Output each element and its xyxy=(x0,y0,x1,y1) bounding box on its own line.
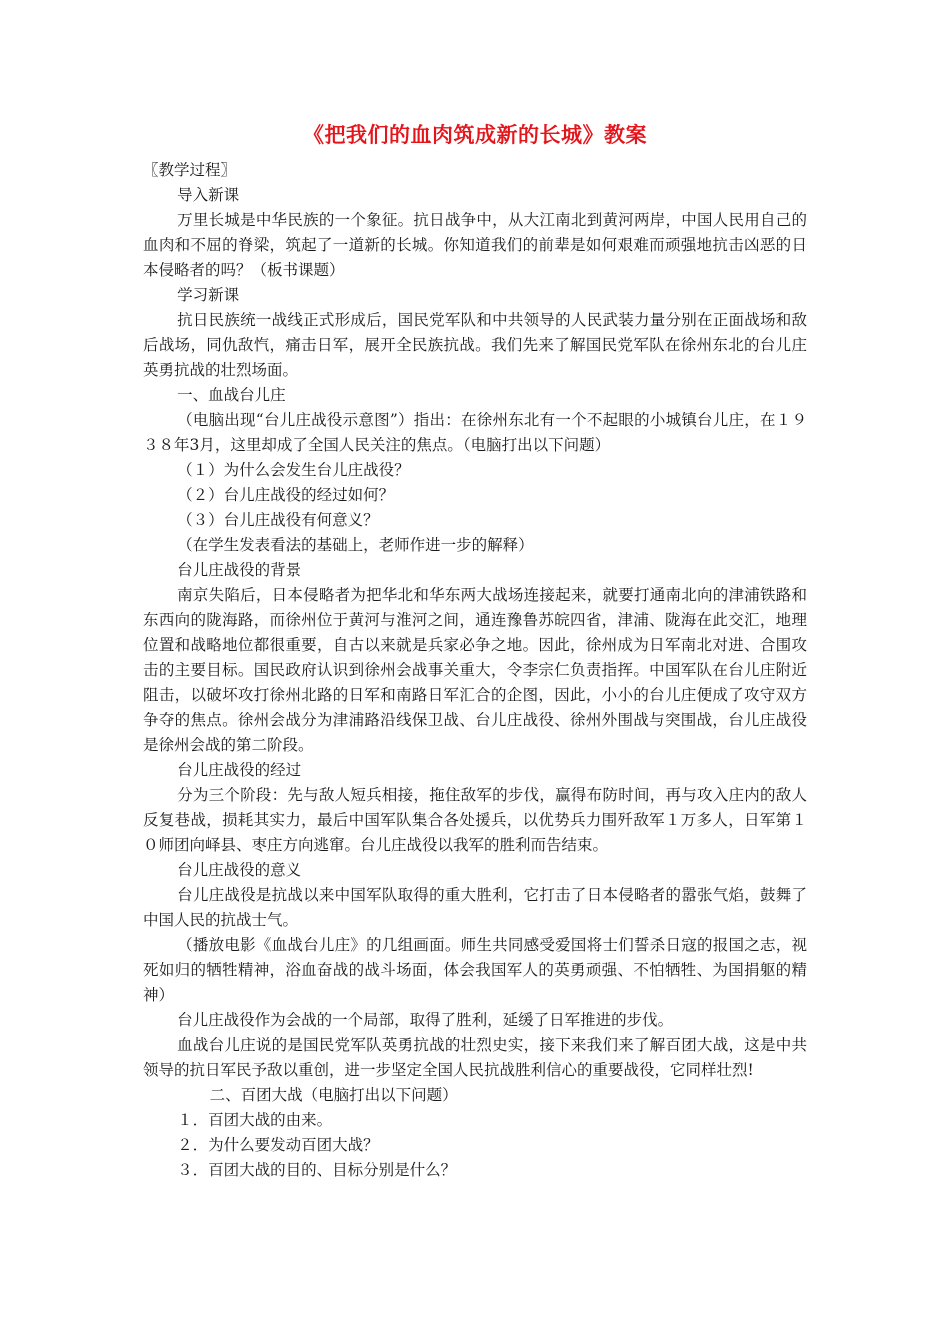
document-page xyxy=(143,118,807,1183)
paragraph: 血战台儿庄说的是国民党军队英勇抗战的壮烈史实，接下来我们来了解百团大战，这是中共领导的抗日军民予敌以重创，进一步坚定全国人民抗战胜利信心的重要战役，它同样壮烈! xyxy=(143,1036,807,1079)
paragraph: （播放电影《血战台儿庄》的几组画面。师生共同感受爱国将士们誓杀日寇的报国之志，视死如归的牺牲精神，浴血奋战的战斗场面，体会我国军人的英勇顽强、不怕牺牲、为国捐躯的精神） xyxy=(143,936,807,1004)
paragraph: （１）为什么会发生台儿庄战役？ xyxy=(177,461,410,479)
paragraph: 二、百团大战（电脑打出以下问题） xyxy=(209,1086,458,1104)
paragraph: 南京失陷后，日本侵略者为把华北和华东两大战场连接起来，就要打通南北向的津浦铁路和东西向的陇海路，而徐州位于黄河与淮河之间，通连豫鲁苏皖四省，津浦、陇海在此交汇，地理位置和战略地位都很重要，自古以来就是兵家必争之地。因此，徐州成为日军南北对进、合围攻击的主要目标。国民政府认识到徐州会战事关重大，令李宗仁负责指挥。中国军队在台儿庄附近阻击，以破坏攻打徐州北路的日军和南路日军汇合的企图，因此，小小的台儿庄便成了攻守双方争夺的焦点。徐州会战分为津浦路沿线保卫战、台儿庄战役、徐州外围战与突围战，台儿庄战役是徐州会战的第二阶段。 xyxy=(143,586,807,754)
paragraph: 台儿庄战役是抗战以来中国军队取得的重大胜利，它打击了日本侵略者的嚣张气焰，鼓舞了中国人民的抗战士气。 xyxy=(143,886,807,929)
paragraph: 台儿庄战役的经过 xyxy=(177,761,302,779)
paragraph: 〖教学过程〗 xyxy=(143,161,237,179)
paragraph: 导入新课 xyxy=(177,186,240,204)
paragraph: ２．为什么要发动百团大战？ xyxy=(177,1136,379,1154)
paragraph: （２）台儿庄战役的经过如何？ xyxy=(177,486,395,504)
document-body xyxy=(143,158,807,1183)
paragraph: ３．百团大战的目的、目标分别是什么？ xyxy=(177,1161,457,1179)
paragraph: 台儿庄战役的意义 xyxy=(177,861,302,879)
paragraph: （电脑出现“台儿庄战役示意图”）指出：在徐州东北有一个不起眼的小城镇台儿庄，在１９３８年3月，这里却成了全国人民关注的焦点。（电脑打出以下问题） xyxy=(143,411,807,454)
paragraph: （在学生发表看法的基础上，老师作进一步的解释） xyxy=(177,536,534,554)
paragraph: 万里长城是中华民族的一个象征。抗日战争中，从大江南北到黄河两岸，中国人民用自己的血肉和不屈的脊梁，筑起了一道新的长城。你知道我们的前辈是如何艰难而顽强地抗击凶恶的日本侵略者的吗？（板书课题） xyxy=(143,211,807,279)
paragraph: 抗日民族统一战线正式形成后，国民党军队和中共领导的人民武装力量分别在正面战场和敌后战场，同仇敌忾，痛击日军，展开全民族抗战。我们先来了解国民党军队在徐州东北的台儿庄英勇抗战的壮烈场面。 xyxy=(143,311,807,379)
document-title: 《把我们的血肉筑成新的长城》教案 xyxy=(303,122,647,147)
paragraph: １．百团大战的由来。 xyxy=(177,1111,333,1129)
paragraph: 台儿庄战役的背景 xyxy=(177,561,302,579)
paragraph: 台儿庄战役作为会战的一个局部，取得了胜利，延缓了日军推进的步伐。 xyxy=(177,1011,674,1029)
paragraph: 一、血战台儿庄 xyxy=(177,386,286,404)
paragraph: （３）台儿庄战役有何意义？ xyxy=(177,511,379,529)
paragraph: 学习新课 xyxy=(177,286,240,304)
paragraph: 分为三个阶段：先与敌人短兵相接，拖住敌军的步伐，赢得布防时间，再与攻入庄内的敌人反复巷战，损耗其实力，最后中国军队集合各处援兵，以优势兵力围歼敌军１万多人，日军第１０师团向峄县、枣庄方向逃窜。台儿庄战役以我军的胜利而告结束。 xyxy=(143,786,807,854)
